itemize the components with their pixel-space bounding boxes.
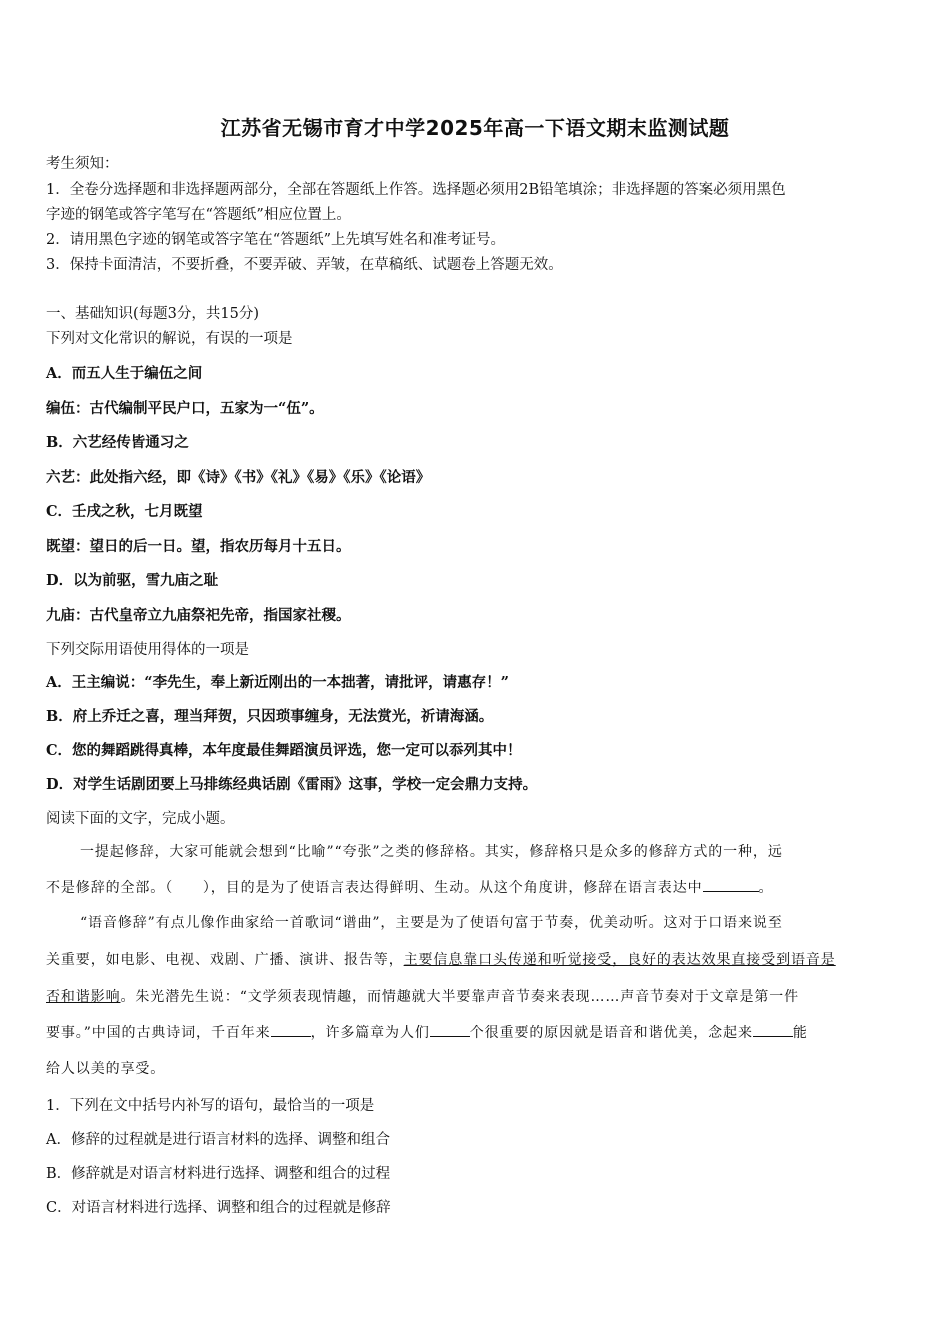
passage-text: 不是修辞的全部。（ ），目的是为了使语言表达得鲜明、生动。从这个角度讲，修辞在语言表达中 <box>46 880 703 896</box>
passage-line <box>46 949 906 969</box>
option-c: C．壬戌之秋，七月既望 <box>46 503 203 520</box>
passage-text: ，许多篇章为人们 <box>310 1025 430 1041</box>
answer-blank[interactable] <box>271 1023 311 1037</box>
option-b-note: 六艺：此处指六经，即《诗》《书》《礼》《易》《乐》《论语》 <box>46 469 431 486</box>
question-stem: 下列交际用语使用得体的一项是 <box>46 642 249 658</box>
reading-intro: 阅读下面的文字，完成小题。 <box>46 811 235 827</box>
passage-line: 给人以美的享受。 <box>46 1061 166 1077</box>
underlined-sentence: 否和谐影响 <box>46 989 121 1005</box>
passage-line: 一提起修辞，大家可能就会想到“比喻”“夸张”之类的修辞格。其实，修辞格只是众多的修辞方式的一种，远 <box>80 844 783 860</box>
passage-text: 。 <box>758 880 774 896</box>
passage-line <box>46 1022 906 1042</box>
question-stem: 1．下列在文中括号内补写的语句，最恰当的一项是 <box>46 1098 375 1114</box>
option-b: B．府上乔迁之喜，理当拜贺，只因琐事缠身，无法赏光，祈请海涵。 <box>46 708 494 725</box>
passage-text: 要事。”中国的古典诗词，千百年来 <box>46 1025 271 1041</box>
passage-text: 。朱光潜先生说：“文学须表现情趣，而情趣就大半要靠声音节奏来表现……声音节奏对于文章是第一件 <box>120 989 800 1005</box>
notice-item-2: 2．请用黑色字迹的钢笔或答字笔在“答题纸”上先填写姓名和准考证号。 <box>46 232 506 248</box>
option-a: A．而五人生于编伍之间 <box>46 365 203 382</box>
option-a: A．王主编说：“李先生，奉上新近刚出的一本拙著，请批评，请惠存！” <box>46 674 509 691</box>
passage-line <box>46 986 906 1006</box>
underlined-sentence: 主要信息靠口头传递和听觉接受，良好的表达效果直接受到语音是 <box>403 952 836 968</box>
page-title: 江苏省无锡市育才中学2025年高一下语文期末监测试题 <box>220 116 730 140</box>
notice-heading: 考生须知： <box>46 156 119 172</box>
question-stem: 下列对文化常识的解说，有误的一项是 <box>46 331 293 347</box>
answer-blank[interactable] <box>753 1023 793 1037</box>
option-d: D．以为前驱，雪九庙之耻 <box>46 572 219 589</box>
notice-item-1: 1．全卷分选择题和非选择题两部分，全部在答题纸上作答。选择题必须用2B铅笔填涂；非选择题的答案必须用黑色 <box>46 182 786 198</box>
section-heading: 一、基础知识(每题3分，共15分) <box>46 306 259 322</box>
passage-line: “语音修辞”有点儿像作曲家给一首歌词“谱曲”，主要是为了使语句富于节奏，优美动听。这对于口语来说至 <box>80 915 783 931</box>
option-d-note: 九庙：古代皇帝立九庙祭祀先帝，指国家社稷。 <box>46 607 351 624</box>
notice-item-1-cont: 字迹的钢笔或答字笔写在“答题纸”相应位置上。 <box>46 207 351 223</box>
notice-item-3: 3．保持卡面清洁，不要折叠，不要弄破、弄皱，在草稿纸、试题卷上答题无效。 <box>46 257 563 273</box>
option-c: C．对语言材料进行选择、调整和组合的过程就是修辞 <box>46 1200 391 1216</box>
option-a-note: 编伍：古代编制平民户口，五家为一“伍”。 <box>46 400 324 417</box>
passage-line <box>46 877 906 897</box>
option-d: D．对学生话剧团要上马排练经典话剧《雷雨》这事，学校一定会鼎力支持。 <box>46 776 538 793</box>
answer-blank[interactable] <box>703 878 759 892</box>
passage-text: 关重要，如电影、电视、戏剧、广播、演讲、报告等， <box>46 952 404 968</box>
passage-text: 个很重要的原因就是语音和谐优美，念起来 <box>469 1025 753 1041</box>
option-a: A．修辞的过程就是进行语言材料的选择、调整和组合 <box>46 1132 390 1148</box>
option-c: C．您的舞蹈跳得真棒，本年度最佳舞蹈演员评选，您一定可以忝列其中！ <box>46 742 522 759</box>
option-c-note: 既望：望日的后一日。望，指农历每月十五日。 <box>46 538 351 555</box>
option-b: B．六艺经传皆通习之 <box>46 434 189 451</box>
answer-blank[interactable] <box>430 1023 470 1037</box>
option-b: B．修辞就是对语言材料进行选择、调整和组合的过程 <box>46 1166 391 1182</box>
passage-text: 能 <box>792 1025 808 1041</box>
